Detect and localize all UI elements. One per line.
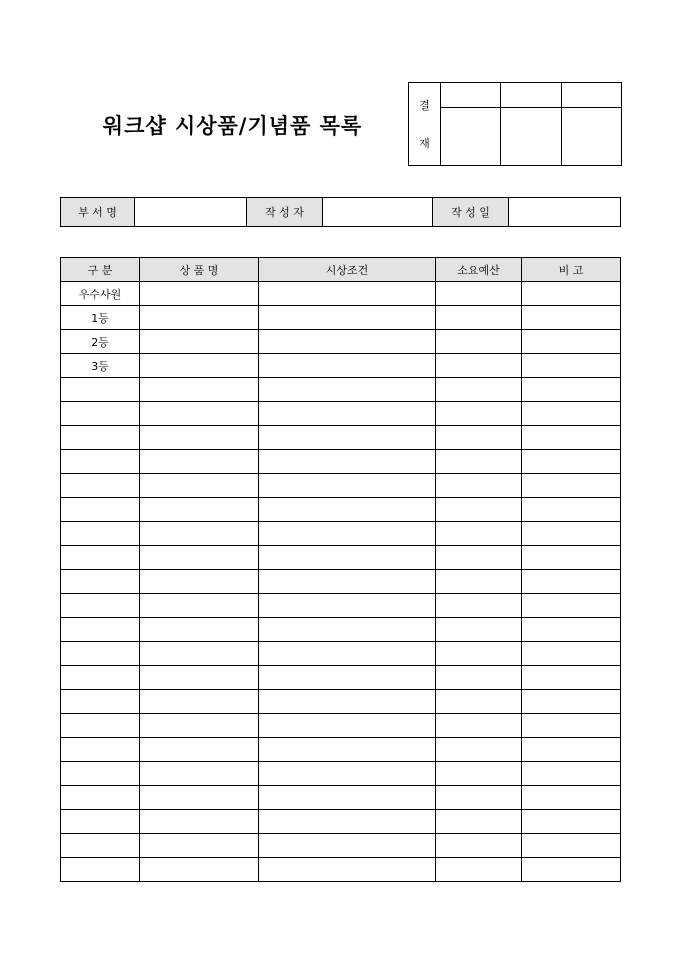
budget-cell[interactable] bbox=[436, 642, 522, 666]
budget-cell[interactable] bbox=[436, 426, 522, 450]
category-cell[interactable] bbox=[61, 522, 140, 546]
award-condition-cell[interactable] bbox=[259, 546, 436, 570]
product-name-cell[interactable] bbox=[140, 282, 259, 306]
budget-cell[interactable] bbox=[436, 378, 522, 402]
remarks-cell[interactable] bbox=[522, 546, 621, 570]
budget-cell[interactable] bbox=[436, 714, 522, 738]
category-cell[interactable] bbox=[61, 426, 140, 450]
remarks-cell[interactable] bbox=[522, 762, 621, 786]
approval-sign-cell[interactable] bbox=[441, 108, 501, 166]
award-condition-cell[interactable] bbox=[259, 594, 436, 618]
budget-cell[interactable] bbox=[436, 498, 522, 522]
table-row bbox=[61, 378, 621, 402]
budget-cell[interactable] bbox=[436, 858, 522, 882]
award-condition-cell[interactable] bbox=[259, 522, 436, 546]
remarks-cell[interactable] bbox=[522, 474, 621, 498]
product-name-cell[interactable] bbox=[140, 306, 259, 330]
product-name-cell[interactable] bbox=[140, 642, 259, 666]
table-row bbox=[61, 714, 621, 738]
approval-label-top: 결 bbox=[419, 99, 430, 112]
category-cell[interactable] bbox=[61, 546, 140, 570]
table-row bbox=[61, 570, 621, 594]
budget-cell[interactable] bbox=[436, 690, 522, 714]
remarks-cell[interactable] bbox=[522, 594, 621, 618]
product-name-cell[interactable] bbox=[140, 738, 259, 762]
product-name-cell[interactable] bbox=[140, 330, 259, 354]
remarks-cell[interactable] bbox=[522, 858, 621, 882]
award-condition-cell[interactable] bbox=[259, 642, 436, 666]
table-row bbox=[61, 450, 621, 474]
award-condition-cell[interactable] bbox=[259, 690, 436, 714]
product-name-cell[interactable] bbox=[140, 570, 259, 594]
table-row bbox=[61, 354, 621, 378]
category-cell[interactable] bbox=[61, 738, 140, 762]
product-name-cell[interactable] bbox=[140, 666, 259, 690]
budget-cell[interactable] bbox=[436, 570, 522, 594]
table-row bbox=[61, 738, 621, 762]
table-row bbox=[61, 666, 621, 690]
product-name-cell[interactable] bbox=[140, 498, 259, 522]
category-cell[interactable]: 1등 bbox=[61, 306, 140, 330]
product-name-cell[interactable] bbox=[140, 522, 259, 546]
table-row bbox=[61, 330, 621, 354]
product-name-cell[interactable] bbox=[140, 546, 259, 570]
remarks-cell[interactable] bbox=[522, 522, 621, 546]
approval-header-cell[interactable] bbox=[562, 83, 622, 108]
header-award-condition: 시상조건 bbox=[259, 258, 436, 282]
award-condition-cell[interactable] bbox=[259, 498, 436, 522]
remarks-cell[interactable] bbox=[522, 282, 621, 306]
remarks-cell[interactable] bbox=[522, 786, 621, 810]
budget-cell[interactable] bbox=[436, 474, 522, 498]
category-cell[interactable] bbox=[61, 666, 140, 690]
remarks-cell[interactable] bbox=[522, 426, 621, 450]
award-condition-cell[interactable] bbox=[259, 378, 436, 402]
category-cell[interactable] bbox=[61, 690, 140, 714]
table-row bbox=[61, 402, 621, 426]
category-cell[interactable] bbox=[61, 594, 140, 618]
category-cell[interactable] bbox=[61, 858, 140, 882]
category-cell[interactable] bbox=[61, 402, 140, 426]
award-condition-cell[interactable] bbox=[259, 282, 436, 306]
remarks-cell[interactable] bbox=[522, 306, 621, 330]
award-condition-cell[interactable] bbox=[259, 786, 436, 810]
date-field[interactable] bbox=[509, 198, 621, 227]
table-row bbox=[61, 858, 621, 882]
approval-header-cell[interactable] bbox=[501, 83, 562, 108]
product-name-cell[interactable] bbox=[140, 594, 259, 618]
approval-sign-cell[interactable] bbox=[562, 108, 622, 166]
category-cell[interactable] bbox=[61, 474, 140, 498]
category-cell[interactable]: 3등 bbox=[61, 354, 140, 378]
approval-label-bottom: 재 bbox=[419, 137, 430, 150]
info-table bbox=[60, 197, 621, 227]
remarks-cell[interactable] bbox=[522, 642, 621, 666]
table-row bbox=[61, 306, 621, 330]
award-condition-cell[interactable] bbox=[259, 810, 436, 834]
header-budget: 소요예산 bbox=[436, 258, 522, 282]
approval-label bbox=[409, 83, 441, 166]
product-name-cell[interactable] bbox=[140, 474, 259, 498]
remarks-cell[interactable] bbox=[522, 834, 621, 858]
award-condition-cell[interactable] bbox=[259, 666, 436, 690]
remarks-cell[interactable] bbox=[522, 330, 621, 354]
budget-cell[interactable] bbox=[436, 810, 522, 834]
product-name-cell[interactable] bbox=[140, 834, 259, 858]
table-row bbox=[61, 594, 621, 618]
category-cell[interactable] bbox=[61, 642, 140, 666]
table-row bbox=[61, 690, 621, 714]
category-cell[interactable] bbox=[61, 570, 140, 594]
remarks-cell[interactable] bbox=[522, 570, 621, 594]
budget-cell[interactable] bbox=[436, 330, 522, 354]
award-condition-cell[interactable] bbox=[259, 474, 436, 498]
product-name-cell[interactable] bbox=[140, 354, 259, 378]
award-condition-cell[interactable] bbox=[259, 450, 436, 474]
remarks-cell[interactable] bbox=[522, 402, 621, 426]
budget-cell[interactable] bbox=[436, 282, 522, 306]
table-row bbox=[61, 762, 621, 786]
remarks-cell[interactable] bbox=[522, 498, 621, 522]
product-name-cell[interactable] bbox=[140, 402, 259, 426]
category-cell[interactable] bbox=[61, 786, 140, 810]
table-row bbox=[61, 786, 621, 810]
budget-cell[interactable] bbox=[436, 834, 522, 858]
product-name-cell[interactable] bbox=[140, 810, 259, 834]
budget-cell[interactable] bbox=[436, 522, 522, 546]
header-remarks: 비 고 bbox=[522, 258, 621, 282]
table-row bbox=[61, 282, 621, 306]
table-row bbox=[61, 810, 621, 834]
award-condition-cell[interactable] bbox=[259, 306, 436, 330]
product-name-cell[interactable] bbox=[140, 786, 259, 810]
category-cell[interactable] bbox=[61, 834, 140, 858]
category-cell[interactable] bbox=[61, 810, 140, 834]
award-condition-cell[interactable] bbox=[259, 618, 436, 642]
remarks-cell[interactable] bbox=[522, 354, 621, 378]
prize-list-table bbox=[60, 257, 621, 882]
document-title: 워크샵 시상품/기념품 목록 bbox=[102, 113, 363, 138]
author-field[interactable] bbox=[323, 198, 433, 227]
award-condition-cell[interactable] bbox=[259, 738, 436, 762]
budget-cell[interactable] bbox=[436, 738, 522, 762]
award-condition-cell[interactable] bbox=[259, 570, 436, 594]
author-label: 작 성 자 bbox=[247, 198, 323, 227]
category-cell[interactable]: 우수사원 bbox=[61, 282, 140, 306]
table-row bbox=[61, 474, 621, 498]
remarks-cell[interactable] bbox=[522, 690, 621, 714]
date-label: 작 성 일 bbox=[433, 198, 509, 227]
category-cell[interactable] bbox=[61, 450, 140, 474]
product-name-cell[interactable] bbox=[140, 618, 259, 642]
category-cell[interactable] bbox=[61, 762, 140, 786]
budget-cell[interactable] bbox=[436, 306, 522, 330]
award-condition-cell[interactable] bbox=[259, 402, 436, 426]
approval-sign-cell[interactable] bbox=[501, 108, 562, 166]
header-product-name: 상 품 명 bbox=[140, 258, 259, 282]
remarks-cell[interactable] bbox=[522, 714, 621, 738]
approval-header-cell[interactable] bbox=[441, 83, 501, 108]
remarks-cell[interactable] bbox=[522, 618, 621, 642]
product-name-cell[interactable] bbox=[140, 858, 259, 882]
product-name-cell[interactable] bbox=[140, 714, 259, 738]
award-condition-cell[interactable] bbox=[259, 354, 436, 378]
department-field[interactable] bbox=[135, 198, 247, 227]
table-row bbox=[61, 642, 621, 666]
category-cell[interactable] bbox=[61, 618, 140, 642]
category-cell[interactable] bbox=[61, 498, 140, 522]
table-row bbox=[61, 618, 621, 642]
table-row bbox=[61, 498, 621, 522]
category-cell[interactable]: 2등 bbox=[61, 330, 140, 354]
table-row bbox=[61, 546, 621, 570]
table-header-row bbox=[61, 258, 621, 282]
budget-cell[interactable] bbox=[436, 618, 522, 642]
budget-cell[interactable] bbox=[436, 450, 522, 474]
department-label: 부 서 명 bbox=[61, 198, 135, 227]
budget-cell[interactable] bbox=[436, 402, 522, 426]
award-condition-cell[interactable] bbox=[259, 714, 436, 738]
award-condition-cell[interactable] bbox=[259, 426, 436, 450]
remarks-cell[interactable] bbox=[522, 450, 621, 474]
budget-cell[interactable] bbox=[436, 666, 522, 690]
budget-cell[interactable] bbox=[436, 354, 522, 378]
product-name-cell[interactable] bbox=[140, 426, 259, 450]
budget-cell[interactable] bbox=[436, 546, 522, 570]
table-row bbox=[61, 834, 621, 858]
award-condition-cell[interactable] bbox=[259, 330, 436, 354]
header-category: 구 분 bbox=[61, 258, 140, 282]
table-row bbox=[61, 426, 621, 450]
award-condition-cell[interactable] bbox=[259, 834, 436, 858]
product-name-cell[interactable] bbox=[140, 762, 259, 786]
award-condition-cell[interactable] bbox=[259, 762, 436, 786]
remarks-cell[interactable] bbox=[522, 378, 621, 402]
category-cell[interactable] bbox=[61, 378, 140, 402]
category-cell[interactable] bbox=[61, 714, 140, 738]
product-name-cell[interactable] bbox=[140, 450, 259, 474]
remarks-cell[interactable] bbox=[522, 666, 621, 690]
approval-box bbox=[408, 82, 622, 166]
remarks-cell[interactable] bbox=[522, 738, 621, 762]
budget-cell[interactable] bbox=[436, 786, 522, 810]
remarks-cell[interactable] bbox=[522, 810, 621, 834]
product-name-cell[interactable] bbox=[140, 378, 259, 402]
budget-cell[interactable] bbox=[436, 594, 522, 618]
award-condition-cell[interactable] bbox=[259, 858, 436, 882]
budget-cell[interactable] bbox=[436, 762, 522, 786]
product-name-cell[interactable] bbox=[140, 690, 259, 714]
table-row bbox=[61, 522, 621, 546]
